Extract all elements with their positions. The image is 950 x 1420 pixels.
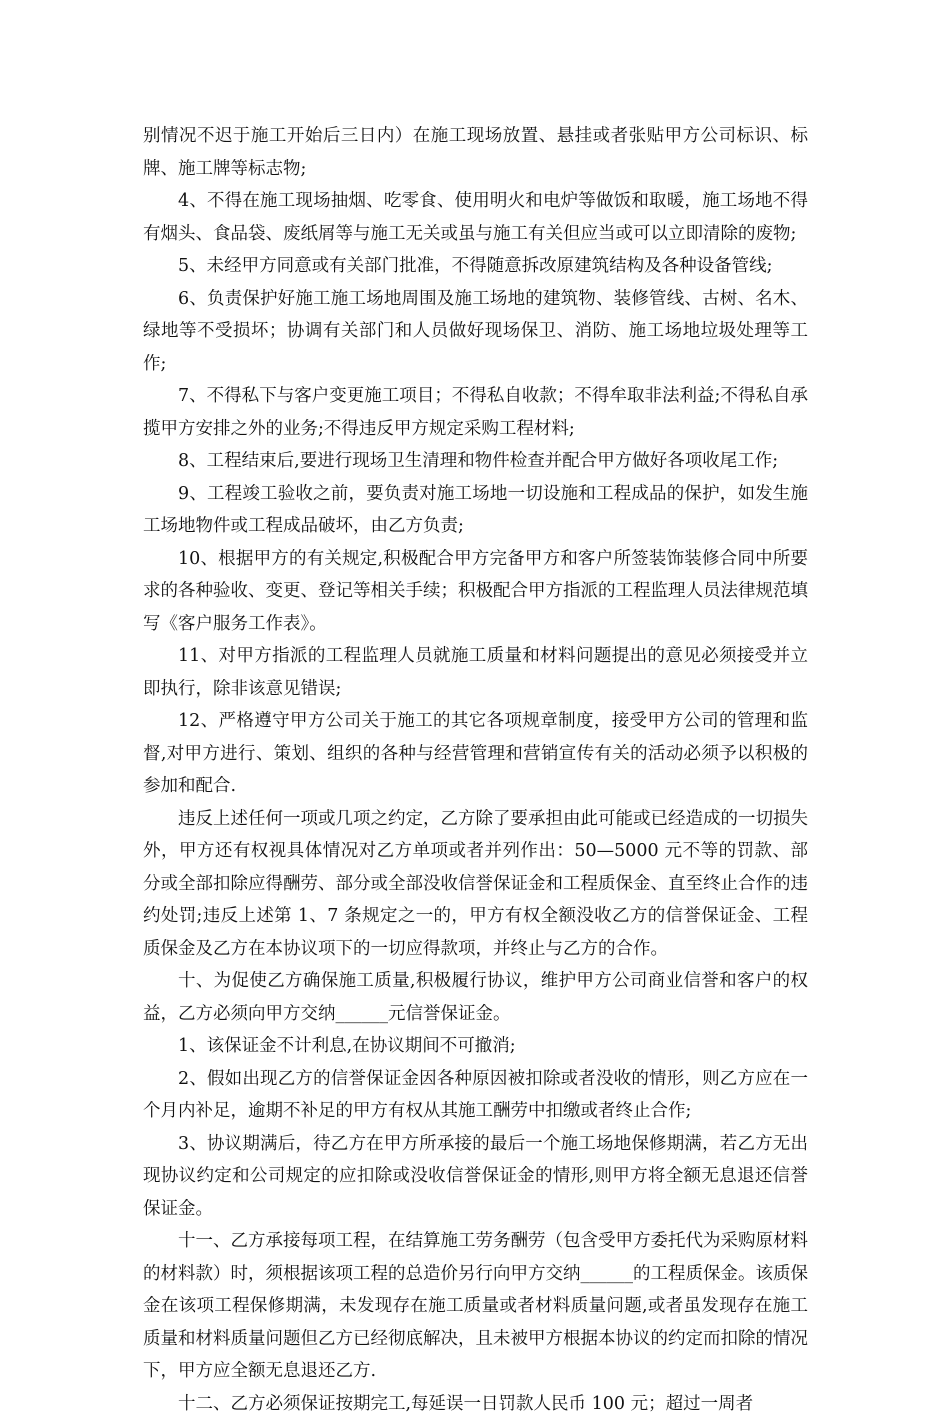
paragraph-item-9: 9、工程竣工验收之前，要负责对施工场地一切设施和工程成品的保护，如发生施工场地物件或工程成品破坏，由乙方负责; bbox=[143, 478, 808, 543]
paragraph-item-7: 7、不得私下与客户变更施工项目；不得私自收款；不得牟取非法利益;不得私自承揽甲方安排之外的业务;不得违反甲方规定采购工程材料; bbox=[143, 380, 808, 445]
paragraph-clause-10-item-2: 2、假如出现乙方的信誉保证金因各种原因被扣除或者没收的情形，则乙方应在一个月内补足，逾期不补足的甲方有权从其施工酬劳中扣缴或者终止合作; bbox=[143, 1063, 808, 1128]
paragraph-item-11: 11、对甲方指派的工程监理人员就施工质量和材料问题提出的意见必须接受并立即执行，除非该意见错误; bbox=[143, 640, 808, 705]
paragraph-item-4: 4、不得在施工现场抽烟、吃零食、使用明火和电炉等做饭和取暖，施工场地不得有烟头、食品袋、废纸屑等与施工无关或虽与施工有关但应当或可以立即清除的废物; bbox=[143, 185, 808, 250]
paragraph-item-6: 6、负责保护好施工施工场地周围及施工场地的建筑物、装修管线、古树、名木、绿地等不受损坏；协调有关部门和人员做好现场保卫、消防、施工场地垃圾处理等工作; bbox=[143, 283, 808, 381]
paragraph-clause-10: 十、为促使乙方确保施工质量,积极履行协议，维护甲方公司商业信誉和客户的权益，乙方必须向甲方交纳______元信誉保证金。 bbox=[143, 965, 808, 1030]
paragraph-clause-10-item-1: 1、该保证金不计利息,在协议期间不可撤消; bbox=[143, 1030, 808, 1063]
paragraph-violation-penalty: 违反上述任何一项或几项之约定，乙方除了要承担由此可能或已经造成的一切损失外，甲方还有权视具体情况对乙方单项或者并列作出：50—5000 元不等的罚款、部分或全部扣除应得酬劳、部分或全部没收信誉保证金和工程质保金、直至终止合作的违约处罚;违反上述第 1、7 条规定之一的，甲方有权全额没收乙方的信誉保证金、工程质保金及乙方在本协议项下的一切应得款项，并终止与乙方的合作。 bbox=[143, 803, 808, 966]
paragraph-item-5: 5、未经甲方同意或有关部门批准，不得随意拆改原建筑结构及各种设备管线; bbox=[143, 250, 808, 283]
paragraph-continuation: 别情况不迟于施工开始后三日内）在施工现场放置、悬挂或者张贴甲方公司标识、标牌、施工牌等标志物; bbox=[143, 120, 808, 185]
paragraph-clause-10-item-3: 3、协议期满后，待乙方在甲方所承接的最后一个施工场地保修期满，若乙方无出现协议约定和公司规定的应扣除或没收信誉保证金的情形,则甲方将全额无息退还信誉保证金。 bbox=[143, 1128, 808, 1226]
paragraph-item-8: 8、工程结束后,要进行现场卫生清理和物件检查并配合甲方做好各项收尾工作; bbox=[143, 445, 808, 478]
document-body bbox=[143, 120, 808, 1420]
paragraph-item-10: 10、根据甲方的有关规定,积极配合甲方完备甲方和客户所签装饰装修合同中所要求的各种验收、变更、登记等相关手续；积极配合甲方指派的工程监理人员法律规范填写《客户服务工作表》。 bbox=[143, 543, 808, 641]
paragraph-clause-11: 十一、乙方承接每项工程，在结算施工劳务酬劳（包含受甲方委托代为采购原材料的材料款）时，须根据该项工程的总造价另行向甲方交纳______的工程质保金。该质保金在该项工程保修期满，未发现存在施工质量或者材料质量问题,或者虽发现存在施工质量和材料质量问题但乙方已经彻底解决，且未被甲方根据本协议的约定而扣除的情况下，甲方应全额无息退还乙方. bbox=[143, 1225, 808, 1388]
paragraph-clause-12: 十二、乙方必须保证按期完工,每延误一日罚款人民币 100 元；超过一周者 bbox=[143, 1388, 808, 1420]
paragraph-item-12: 12、严格遵守甲方公司关于施工的其它各项规章制度，接受甲方公司的管理和监督,对甲方进行、策划、组织的各种与经营管理和营销宣传有关的活动必须予以积极的参加和配合. bbox=[143, 705, 808, 803]
